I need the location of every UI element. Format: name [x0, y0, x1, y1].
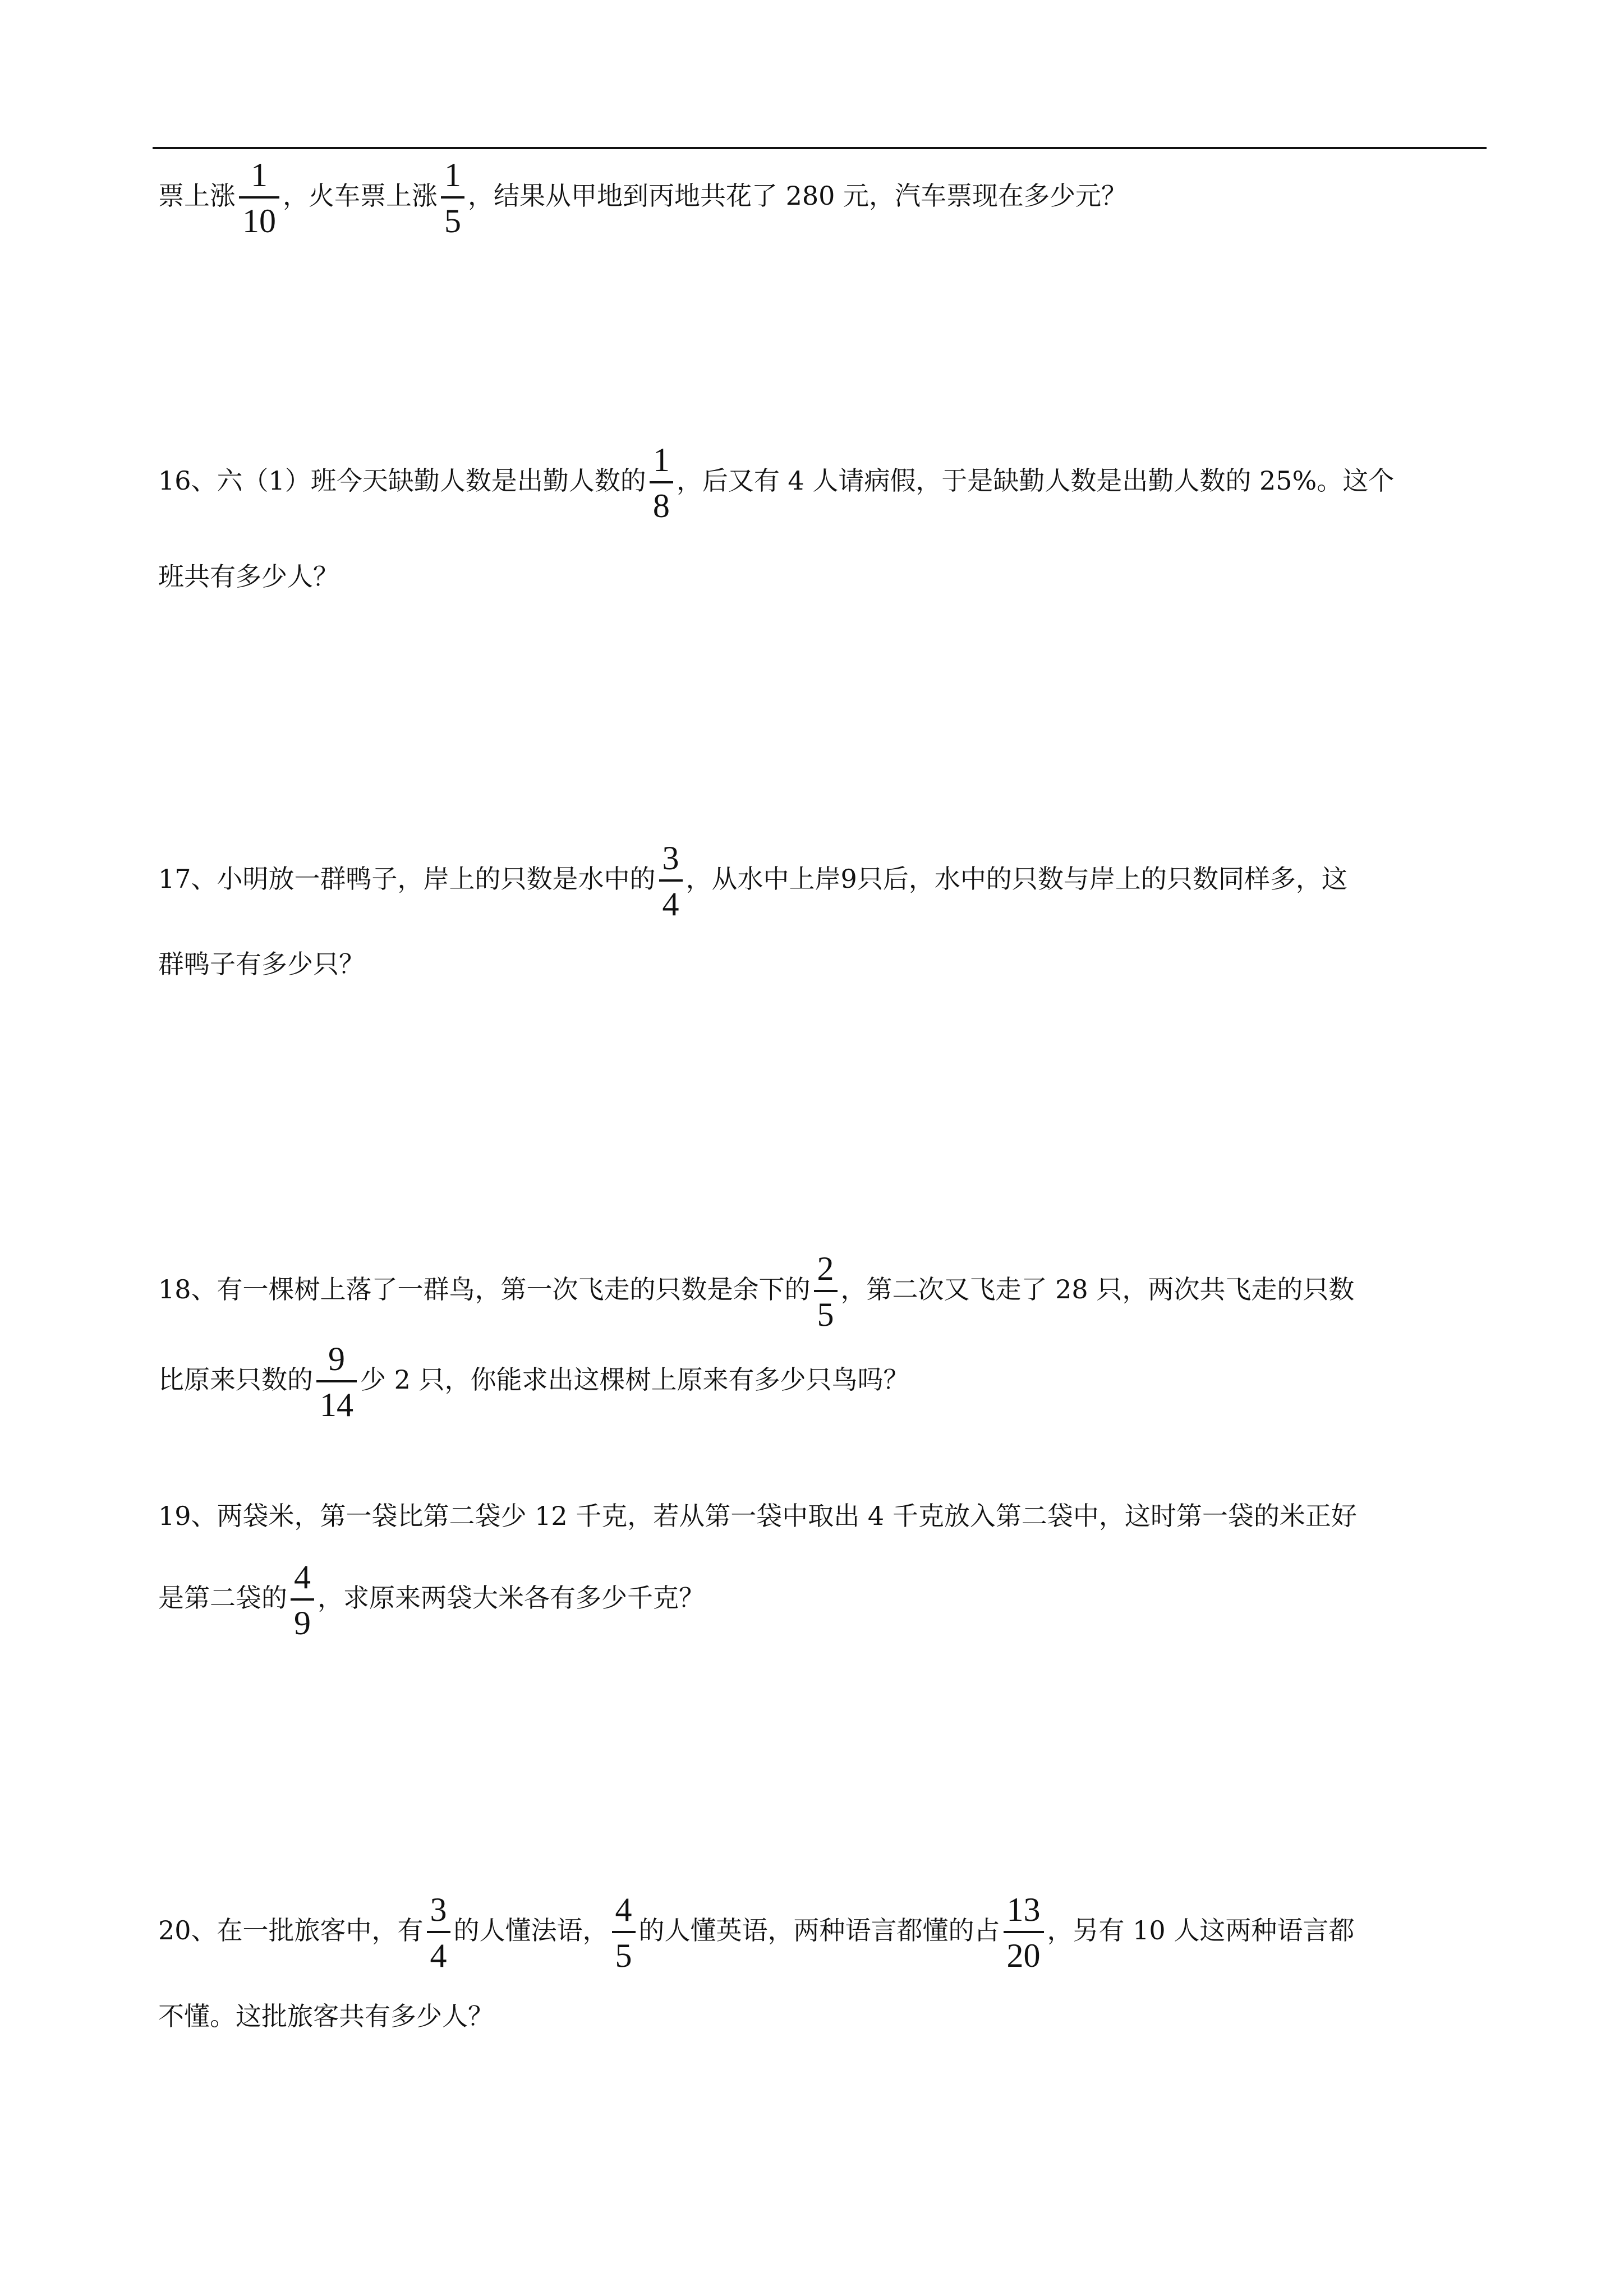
question-16-line-2: 班共有多少人？	[158, 561, 339, 592]
fraction-1-5: $\frac{1}{5}$	[441, 158, 464, 238]
q15-text-2: ，火车票上涨	[283, 181, 438, 211]
fraction-1-8: $\frac{1}{8}$	[650, 443, 673, 523]
question-17-line-2: 群鸭子有多少只？	[158, 949, 365, 979]
question-15-text	[158, 158, 1127, 238]
fraction-13-20: $\frac{13}{20}$	[1004, 1893, 1044, 1972]
question-20-line-2: 不懂。这批旅客共有多少人？	[158, 2001, 494, 2031]
question-20-line-1: 20、在一批旅客中，有 $\frac{3}{4}$ 的人懂法语， $\frac{4}{5}$ 的人懂英语，两种语言都懂的占 $\frac{13}{20}$ ，另有 10 人这两种语言都	[158, 1891, 1355, 1974]
q15-text-1: 票上涨	[158, 181, 236, 211]
q15-text-3: ，结果从甲地到丙地共花了 280 元，汽车票现在多少元？	[468, 181, 1128, 211]
fraction-4-5: $\frac{4}{5}$	[612, 1893, 636, 1972]
header-rule	[153, 147, 1487, 149]
fraction-4-9: $\frac{4}{9}$	[291, 1560, 314, 1640]
fraction-3-4: $\frac{3}{4}$	[659, 841, 683, 921]
question-18-line-1: 18、有一棵树上落了一群鸟，第一次飞走的只数是余下的 $\frac{2}{5}$ ，第二次又飞走了 28 只，两次共飞走的只数	[158, 1250, 1355, 1333]
question-16-line-1: 16、六（1）班今天缺勤人数是出勤人数的 $\frac{1}{8}$ ，后又有 4 人请病假，于是缺勤人数是出勤人数的 25%。这个	[158, 441, 1395, 524]
fraction-9-14: $\frac{9}{14}$	[316, 1342, 357, 1422]
question-18-line-2: 比原来只数的 $\frac{9}{14}$ 少 2 只，你能求出这棵树上原来有多少只鸟吗？	[158, 1340, 909, 1423]
fraction-2-5: $\frac{2}{5}$	[814, 1252, 838, 1331]
fraction-3-4b: $\frac{3}{4}$	[427, 1893, 450, 1972]
fraction-1-10: $\frac{1}{10}$	[239, 158, 279, 238]
question-19-line-1: 19、两袋米，第一袋比第二袋少 12 千克，若从第一袋中取出 4 千克放入第二袋中，这时第一袋的米正好	[158, 1501, 1357, 1531]
question-17-line-1: 17、小明放一群鸭子，岸上的只数是水中的 $\frac{3}{4}$ ，从水中上岸9只后，水中的只数与岸上的只数同样多，这	[158, 840, 1347, 923]
question-19-line-2: 是第二袋的 $\frac{4}{9}$ ，求原来两袋大米各有多少千克？	[158, 1559, 705, 1642]
